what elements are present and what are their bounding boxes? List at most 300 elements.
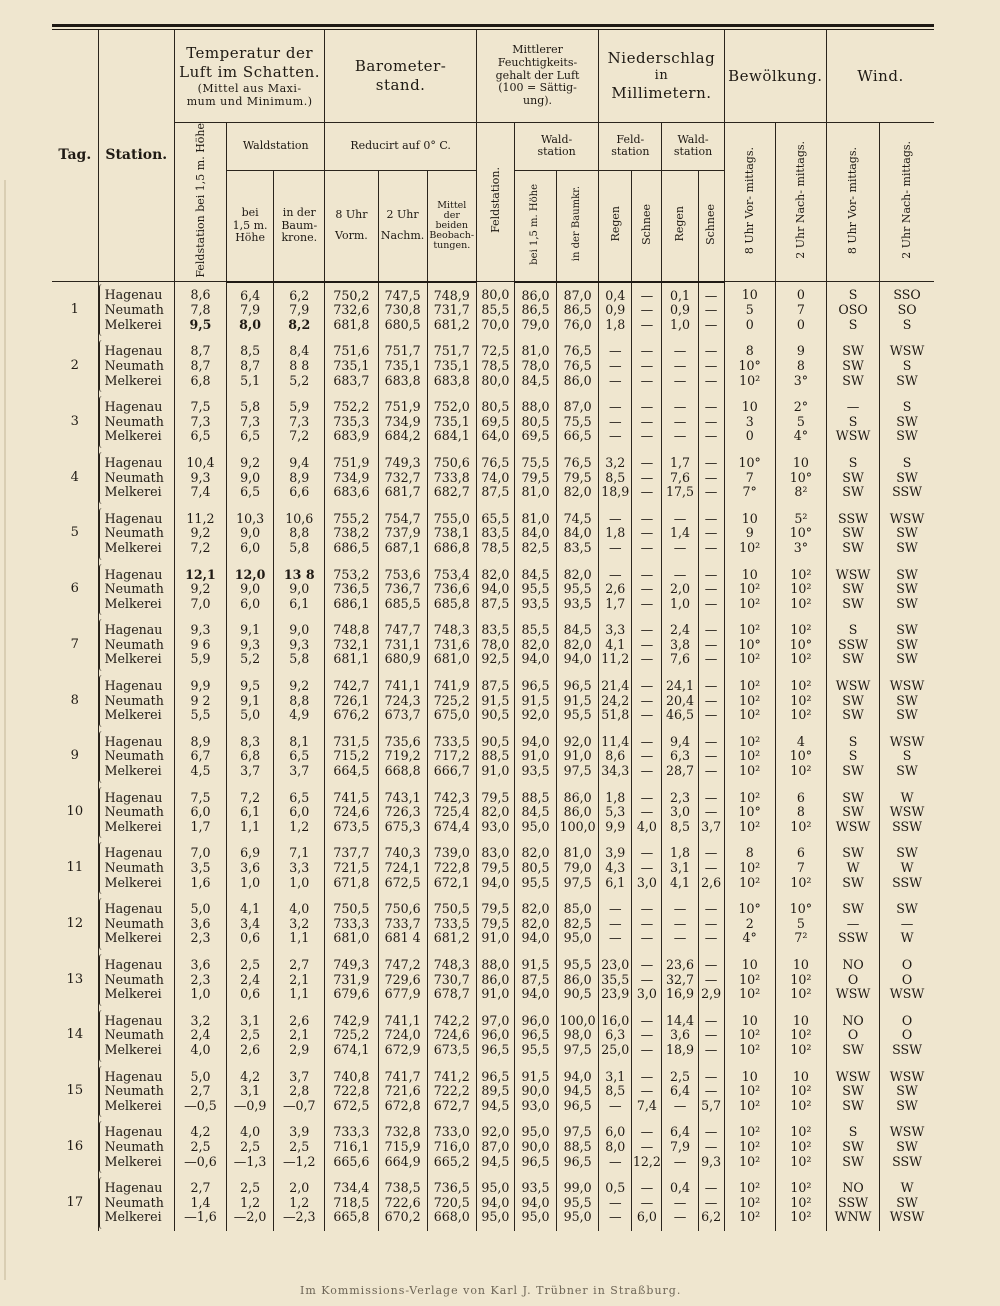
data-cell [476, 840, 514, 896]
col-station: Station. [98, 30, 174, 282]
value: — [673, 357, 687, 373]
value: 82,5 [521, 539, 550, 555]
value: O [847, 1027, 859, 1043]
group-precipitation: Niederschlag in Millimetern. [599, 30, 724, 123]
col-prec-feld: Feld- station [599, 123, 662, 171]
value: 10² [739, 622, 761, 638]
data-cell [599, 729, 632, 785]
data-cell [632, 450, 662, 506]
data-cell [174, 338, 226, 394]
value: 9,0 [240, 525, 261, 541]
value: — [640, 316, 654, 332]
value: 8,7 [190, 343, 211, 359]
value: 733,7 [384, 915, 421, 931]
table-row [52, 450, 934, 506]
value: 733,0 [433, 1124, 470, 1140]
value: 722,2 [433, 1083, 470, 1099]
value: 94,0 [521, 1194, 550, 1210]
value: 683,6 [333, 484, 370, 500]
data-cell [514, 617, 556, 673]
table-row [52, 673, 934, 729]
value: 722,8 [333, 1083, 370, 1099]
value: 2,5 [240, 956, 261, 972]
value: SW [842, 651, 864, 667]
value: O [901, 956, 913, 972]
value: 87,0 [563, 287, 592, 303]
value: 731,7 [433, 302, 470, 318]
value: 741,7 [384, 1068, 421, 1084]
value: 1,7 [190, 818, 211, 834]
data-cell [599, 785, 632, 841]
data-cell [378, 1119, 427, 1175]
value: 750,6 [384, 901, 421, 917]
data-cell [378, 450, 427, 506]
station-name: Hagenau [104, 1180, 163, 1196]
data-cell [775, 1119, 826, 1175]
data-cell [599, 1119, 632, 1175]
station-name: Melkerei [104, 763, 162, 779]
value: —2,3 [282, 1209, 316, 1225]
value: 673,5 [433, 1041, 470, 1057]
value: 84,0 [563, 525, 592, 541]
data-cell [826, 617, 879, 673]
value: 685,8 [433, 595, 470, 611]
value: 18,9 [601, 484, 630, 500]
value: — [704, 484, 718, 500]
value: —0,7 [282, 1097, 316, 1113]
value: — [640, 1027, 654, 1043]
value: 7,6 [669, 651, 690, 667]
day-number: 10 [52, 785, 98, 841]
value: — [704, 1012, 718, 1028]
data-cell [325, 952, 378, 1008]
value: 726,3 [384, 804, 421, 820]
value: 664,5 [333, 763, 370, 779]
value: 5² [794, 510, 808, 526]
station-name: Neumath [104, 915, 164, 931]
value: SW [896, 692, 918, 708]
value: 8 8 [289, 357, 310, 373]
value: 82,0 [521, 915, 550, 931]
data-cell [724, 617, 775, 673]
value: 10² [739, 372, 761, 388]
data-cell [557, 450, 599, 506]
data-cell [557, 673, 599, 729]
value: 9,4 [669, 733, 690, 749]
value: SW [896, 469, 918, 485]
value: 9,3 [240, 636, 261, 652]
station-name: Neumath [104, 1083, 164, 1099]
value: 10² [739, 1041, 761, 1057]
value: — [640, 789, 654, 805]
value: 10 [741, 566, 758, 582]
value: — [609, 930, 622, 946]
data-cell [378, 952, 427, 1008]
value: 683,8 [433, 372, 470, 388]
value: SW [896, 525, 918, 541]
value: 752,0 [433, 399, 470, 415]
data-cell [880, 1008, 934, 1064]
value: — [640, 901, 654, 917]
data-cell [698, 1064, 724, 1120]
value: 1,0 [289, 874, 310, 890]
value: 83,0 [481, 845, 510, 861]
value: — [704, 525, 718, 541]
value: 10² [739, 539, 761, 555]
data-cell [476, 282, 514, 339]
col-hum-wald: Wald- station [514, 123, 598, 171]
value: 5,0 [190, 901, 211, 917]
value: 10° [789, 901, 813, 917]
value: 3,2 [605, 454, 626, 470]
value: 3,7 [289, 763, 310, 779]
value: — [640, 707, 654, 723]
data-cell [427, 282, 476, 339]
value: 4,0 [190, 1041, 211, 1057]
value: 95,5 [521, 1041, 550, 1057]
value: 91,0 [481, 763, 510, 779]
value: 9,1 [240, 622, 261, 638]
value: SW [896, 622, 918, 638]
value: SW [842, 692, 864, 708]
value: — [704, 860, 718, 875]
value: S [848, 748, 858, 764]
data-cell [724, 729, 775, 785]
value: — [673, 930, 687, 946]
station-name: Melkerei [104, 818, 162, 834]
value: SW [896, 539, 918, 555]
value: — [704, 915, 718, 931]
value: 0,9 [669, 302, 690, 318]
value: 6,6 [289, 484, 310, 500]
value: 0,4 [605, 287, 626, 303]
value: S [902, 399, 912, 415]
data-cell [698, 562, 724, 618]
value: WSW [889, 1209, 925, 1225]
data-cell [227, 896, 274, 952]
data-cell [599, 673, 632, 729]
data-cell [724, 896, 775, 952]
col-temp-feld: Feldstation bei 1,5 m. Höhe [174, 123, 226, 282]
value: 10² [739, 692, 761, 708]
value: 8,7 [240, 357, 261, 373]
value: WSW [889, 678, 925, 694]
data-cell [632, 952, 662, 1008]
data-cell [662, 785, 698, 841]
value: — [673, 1153, 687, 1169]
value: 1,6 [190, 874, 211, 890]
station-name: Melkerei [104, 1209, 162, 1225]
value: 34,3 [601, 763, 630, 779]
value: 82,0 [563, 484, 592, 500]
data-cell [325, 1119, 378, 1175]
data-cell [826, 1175, 879, 1231]
value: 751,6 [333, 343, 370, 359]
value: 10² [739, 1138, 761, 1154]
group-humidity: Mittlerer Feuchtigkeits- gehalt der Luft (100 = Sättig- ung). [476, 30, 598, 123]
data-cell [662, 896, 698, 952]
data-cell [880, 896, 934, 952]
value: 2,6 [240, 1041, 261, 1057]
value: 80,0 [481, 372, 510, 388]
value: 95,0 [521, 1209, 550, 1225]
value: 91,5 [481, 692, 510, 708]
data-cell [427, 840, 476, 896]
value: 716,0 [433, 1138, 470, 1154]
value: 86,0 [521, 287, 550, 303]
value: 95,0 [563, 1209, 592, 1225]
value: 722,6 [384, 1194, 421, 1210]
value: 90,5 [481, 707, 510, 723]
table-row [52, 1175, 934, 1231]
data-cell [378, 282, 427, 339]
value: 680,9 [384, 651, 421, 667]
value: 6,0 [636, 1209, 657, 1225]
value: 95,5 [563, 707, 592, 723]
value: W [900, 789, 914, 805]
value: SW [896, 1138, 918, 1154]
value: 2,9 [289, 1041, 310, 1057]
data-cell [880, 952, 934, 1008]
day-number: 4 [52, 450, 98, 506]
value: 12,2 [632, 1153, 661, 1169]
value: 81,0 [521, 510, 550, 526]
value: 1,8 [605, 789, 626, 805]
value: 10 [741, 287, 758, 303]
data-cell [274, 785, 325, 841]
value: 98,0 [563, 1027, 592, 1043]
value: — [640, 1068, 654, 1084]
col-prec-feld-regen: Regen [599, 170, 632, 281]
value: 84,5 [563, 622, 592, 638]
value: 84,0 [521, 525, 550, 541]
value: 82,0 [563, 636, 592, 652]
value: 10 [792, 1012, 809, 1028]
value: 1,0 [669, 595, 690, 611]
day-number: 8 [52, 673, 98, 729]
data-cell [274, 840, 325, 896]
data-cell [880, 840, 934, 896]
value: 729,6 [384, 971, 421, 987]
value: 94,5 [481, 1153, 510, 1169]
value: 8,4 [289, 343, 310, 359]
day-number: 5 [52, 506, 98, 562]
value: 1,8 [605, 316, 626, 332]
value: 8² [794, 484, 808, 500]
day-number: 14 [52, 1008, 98, 1064]
value: 46,5 [665, 707, 695, 723]
value: 734,9 [333, 469, 370, 485]
data-cell [557, 282, 599, 339]
value: 7,6 [669, 469, 690, 485]
col-baro-2: 2 Uhr Nachm. [378, 170, 427, 281]
col-hum-bei: bei 1,5 m. Höhe [514, 170, 556, 281]
value: 721,5 [333, 860, 370, 875]
value: 84,5 [521, 372, 550, 388]
value: O [847, 971, 859, 987]
data-cell [557, 1008, 599, 1064]
data-cell [599, 1008, 632, 1064]
value: 1,7 [669, 454, 690, 470]
value: NO [842, 1180, 864, 1196]
value: 87,5 [481, 484, 510, 500]
data-cell [274, 562, 325, 618]
value: 10 [741, 956, 758, 972]
value: — [704, 1180, 718, 1196]
value: — [640, 971, 654, 987]
value: 4,2 [240, 1068, 261, 1084]
value: 735,1 [333, 357, 370, 373]
brace-mark [99, 675, 104, 727]
value: 8 [796, 804, 805, 820]
value: SW [896, 651, 918, 667]
value: 82,0 [521, 901, 550, 917]
value: WSW [889, 510, 925, 526]
value: 10° [738, 636, 761, 652]
data-cell [378, 1064, 427, 1120]
value: 731,6 [433, 636, 470, 652]
value: 742,9 [333, 1012, 370, 1028]
value: 5,9 [190, 651, 211, 667]
value: 75,5 [563, 413, 592, 429]
value: 91,5 [563, 692, 592, 708]
day-number: 13 [52, 952, 98, 1008]
value: 88,0 [521, 399, 550, 415]
col-baro-mittel: Mittel der beiden Beobach- tungen. [427, 170, 476, 281]
value: 65,5 [481, 510, 510, 526]
data-cell [325, 450, 378, 506]
value: 92,5 [481, 651, 510, 667]
value: — [704, 971, 718, 987]
value: 5,8 [289, 651, 310, 667]
value: 74,5 [563, 510, 592, 526]
station-name: Hagenau [104, 287, 163, 303]
data-cell [724, 562, 775, 618]
value: 724,3 [384, 692, 421, 708]
value: 10² [739, 595, 761, 611]
value: 7,1 [289, 845, 310, 861]
station-name: Neumath [104, 1138, 164, 1154]
data-cell [325, 785, 378, 841]
data-cell [476, 952, 514, 1008]
value: 80,5 [481, 399, 510, 415]
value: 86,0 [563, 971, 592, 987]
data-cell [632, 673, 662, 729]
value: 751,9 [384, 399, 421, 415]
value: 10² [739, 733, 761, 749]
value: — [640, 636, 654, 652]
value: — [640, 1124, 654, 1140]
day-number: 9 [52, 729, 98, 785]
station-name: Neumath [104, 692, 164, 708]
value: 6,1 [289, 595, 310, 611]
data-cell [826, 394, 879, 450]
data-cell [880, 282, 934, 339]
value: 88,5 [521, 789, 550, 805]
value: 6,5 [289, 789, 310, 805]
value: 87,0 [563, 399, 592, 415]
value: 79,5 [481, 915, 510, 931]
value: 90,0 [521, 1083, 550, 1099]
value: SSW [892, 874, 923, 890]
value: — [704, 707, 718, 723]
value: — [640, 956, 654, 972]
value: 715,9 [384, 1138, 421, 1154]
value: 1,8 [669, 845, 690, 861]
data-cell [775, 840, 826, 896]
data-cell [174, 617, 226, 673]
value: WSW [889, 1124, 925, 1140]
value: 680,5 [384, 316, 421, 332]
value: 16,0 [601, 1012, 630, 1028]
value: 4,1 [240, 901, 261, 917]
data-cell [775, 450, 826, 506]
station-names [98, 506, 174, 562]
value: 3,5 [190, 860, 211, 875]
data-cell [325, 729, 378, 785]
station-name: Neumath [104, 1027, 164, 1043]
value: 8 [796, 357, 805, 373]
station-name: Neumath [104, 525, 164, 541]
data-cell [698, 1119, 724, 1175]
value: SW [842, 1083, 864, 1099]
data-cell [632, 729, 662, 785]
value: 731,5 [333, 733, 370, 749]
value: 747,2 [384, 956, 421, 972]
value: 5,7 [701, 1097, 722, 1113]
brace-mark [99, 1066, 104, 1118]
data-cell [174, 562, 226, 618]
value: —1,3 [233, 1153, 267, 1169]
value: — [640, 1180, 654, 1196]
station-name: Hagenau [104, 454, 163, 470]
value: 751,7 [433, 343, 470, 359]
station-name: Neumath [104, 413, 164, 429]
value: 8,0 [605, 1138, 626, 1154]
value: 0,9 [605, 302, 626, 318]
value: 685,5 [384, 595, 421, 611]
value: 674,1 [333, 1041, 370, 1057]
value: 1,2 [289, 1194, 310, 1210]
value: SW [842, 595, 864, 611]
value: — [704, 581, 718, 597]
table-row [52, 729, 934, 785]
station-names [98, 1119, 174, 1175]
value: 10² [739, 763, 761, 779]
value: SW [896, 707, 918, 723]
value: 686,8 [433, 539, 470, 555]
data-cell [826, 1119, 879, 1175]
data-cell [775, 338, 826, 394]
day-number: 7 [52, 617, 98, 673]
value: 741,1 [384, 1012, 421, 1028]
value: 94,5 [563, 1083, 592, 1099]
value: 10 [741, 1012, 758, 1028]
value: 8,6 [605, 748, 626, 764]
value: 740,8 [333, 1068, 370, 1084]
col-prec-wald-regen: Regen [662, 170, 698, 281]
value: 674,4 [433, 818, 470, 834]
data-cell [427, 562, 476, 618]
value: 9,9 [605, 818, 626, 834]
value: 3,6 [669, 1027, 690, 1043]
value: 7,0 [190, 595, 211, 611]
station-name: Hagenau [104, 399, 163, 415]
brace-mark [99, 1177, 104, 1229]
value: 14,4 [665, 1012, 695, 1028]
data-cell [632, 1064, 662, 1120]
value: 94,0 [481, 581, 510, 597]
